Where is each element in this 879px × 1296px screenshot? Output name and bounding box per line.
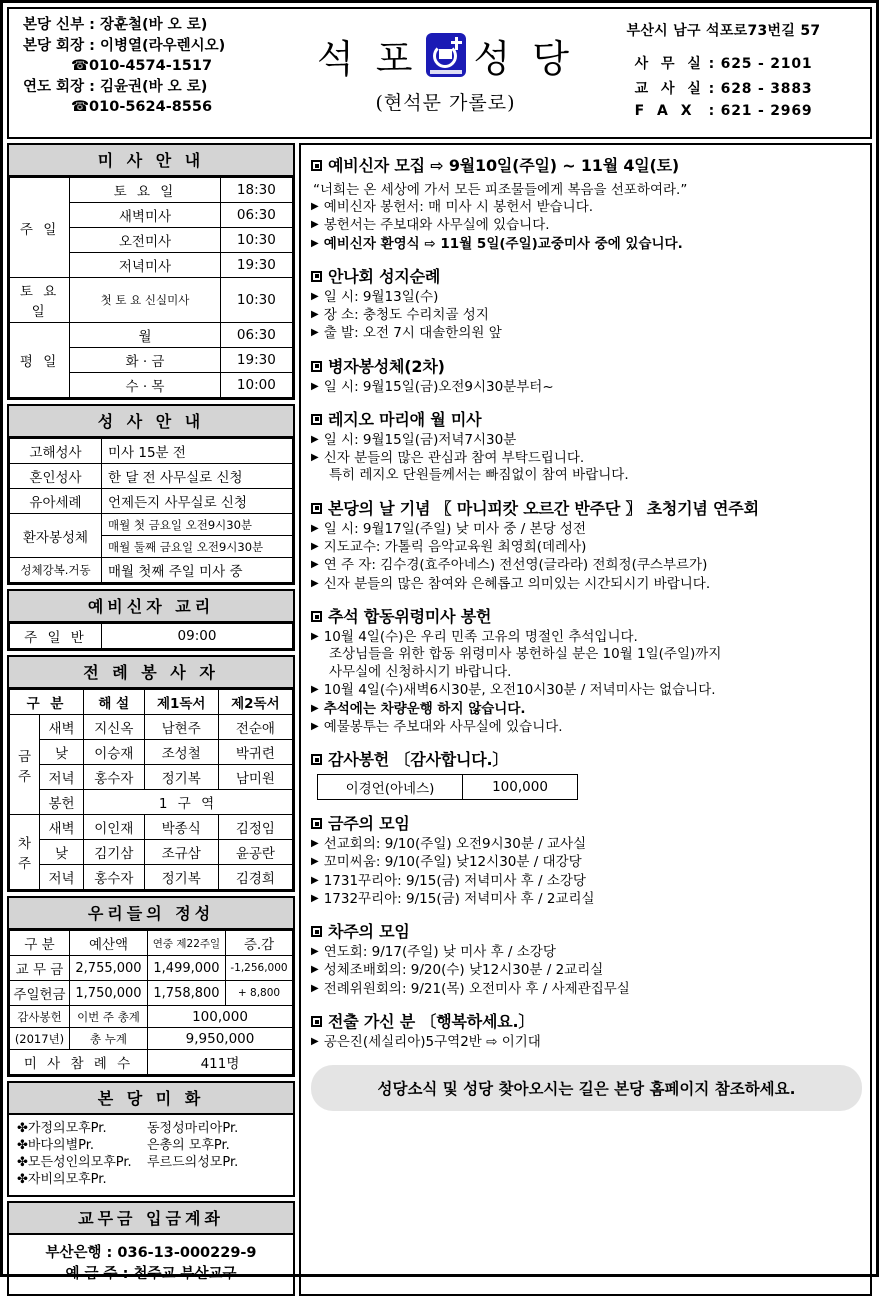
contact-fax: F A X : 621 - 2969 [634, 103, 813, 119]
liturgy-time: 저녁 [40, 865, 84, 890]
notice-heading: 차주의 모임 [311, 919, 862, 942]
list-item: ▶ 연 주 자: 김수경(효주아네스) 전선영(글라라) 전희정(쿠스부르가) [311, 557, 708, 574]
liturgy-time: 낮 [40, 740, 84, 765]
liturgy-time: 새벽 [40, 715, 84, 740]
table-row [10, 514, 293, 536]
table-row [10, 1028, 293, 1050]
table-row [10, 765, 293, 790]
bank-account-details [9, 1235, 293, 1294]
notice-magnificat-concert [311, 496, 862, 593]
table-row [10, 956, 293, 981]
liturgy-person: 홍수자 [84, 765, 145, 790]
mass-guide-title: 미 사 안 내 [9, 145, 293, 177]
liturgy-time: 낮 [40, 840, 84, 865]
list-item: ▶ 10월 4일(수)은 우리 민족 고유의 명절인 추석입니다. [311, 629, 638, 645]
liturgy-person: 홍수자 [84, 865, 145, 890]
table-row [10, 278, 293, 323]
col-header-division: 구 분 [10, 690, 84, 715]
mass-time: 06:30 [220, 323, 292, 348]
sacrament-value: 한 달 전 사무실로 신청 [102, 464, 293, 489]
liturgy-volunteers-table [9, 689, 293, 890]
mass-group-sunday: 주 일 [10, 178, 70, 278]
list-item: ▶ 일 시: 9월15일(금)저녁7시30분 [311, 431, 517, 448]
thanksgiving-offering-table [317, 774, 578, 800]
list-item: ▶ 선교회의: 9/10(주일) 오전9시30분 / 교사실 [311, 836, 587, 853]
liturgy-person: 김경희 [218, 865, 292, 890]
offering-label: 교 무 금 [10, 956, 70, 981]
thanks-total-label: 총 누계 [70, 1028, 148, 1050]
list-item: ▶ 1731꾸리아: 9/15(금) 저녁미사 후 / 소강당 [311, 872, 586, 889]
list-item: ▶ 출 발: 오전 7시 대솔한의원 앞 [311, 325, 502, 342]
triangle-bullet-icon: ▶ [311, 631, 319, 642]
list-item: ▶ 성체조배회의: 9/20(수) 낮12시30분 / 2교리실 [311, 962, 604, 979]
catechumen-table [9, 623, 293, 649]
sacrament-value: 매월 첫 금요일 오전9시30분 [102, 514, 293, 536]
triangle-bullet-icon: ▶ [311, 327, 319, 339]
triangle-bullet-icon: ▶ [311, 874, 319, 886]
offering-diff: + 8,800 [226, 981, 293, 1006]
notice-legio-mariae-mass [311, 407, 862, 485]
mass-time: 19:30 [220, 253, 292, 278]
table-row [10, 815, 293, 840]
offering-actual: 1,758,800 [148, 981, 226, 1006]
table-row [10, 489, 293, 514]
footer-note: 성당소식 및 성당 찾아오시는 길은 본당 홈페이지 참조하세요. [311, 1065, 862, 1111]
liturgy-person: 남현주 [144, 715, 218, 740]
triangle-bullet-icon: ▶ [311, 237, 319, 249]
col-header-diff: 증.감 [226, 931, 293, 956]
col-header-budget: 예산액 [70, 931, 148, 956]
notice-this-week-meetings [311, 811, 862, 908]
liturgy-group-next-week: 차 주 [10, 815, 40, 890]
sacrament-label: 혼인성사 [10, 464, 102, 489]
list-item: ▶ 1732꾸리아: 9/15(금) 저녁미사 후 / 2교리실 [311, 890, 595, 907]
table-row [10, 1006, 293, 1028]
list-item: ✤자비의모후Pr. [17, 1172, 107, 1188]
triangle-bullet-icon: ▶ [311, 964, 319, 976]
liturgy-offering-value: 1 구 역 [84, 790, 293, 815]
table-row [10, 840, 293, 865]
list-item: ▶ 꼬미씨움: 9/10(주일) 낮12시30분 / 대강당 [311, 854, 582, 871]
table-row [10, 464, 293, 489]
attendance-label: 미 사 참 례 수 [10, 1050, 148, 1075]
notice-heading: 금주의 모임 [311, 811, 862, 834]
table-row [10, 790, 293, 815]
list-item-continuation: 사무실에 신청하시기 바랍니다. [329, 663, 512, 680]
notice-chuseok-memorial-mass [311, 604, 862, 736]
triangle-bullet-icon: ▶ [311, 892, 319, 904]
attendance-value: 411명 [148, 1050, 293, 1075]
list-item: ▶ 추석에는 차량운행 하지 않습니다. [311, 700, 526, 717]
catechumen-title: 예비신자 교리 [9, 591, 293, 623]
list-item: ▶ 일 시: 9월15일(금)오전9시30분부터~ [311, 378, 554, 395]
mass-name: 새벽미사 [70, 203, 221, 228]
liturgy-group-this-week: 금 주 [10, 715, 40, 815]
yeondo-president-line: 연도 회장 : 김윤권(바 오 로) [23, 78, 208, 95]
mass-name: 수 · 목 [70, 373, 221, 398]
triangle-bullet-icon: ▶ [311, 577, 319, 589]
liturgy-person: 이인재 [84, 815, 145, 840]
church-sub-name: (현석문 가롤로) [375, 91, 516, 114]
table-row [10, 981, 293, 1006]
sacrament-value: 언제든지 사무실로 신청 [102, 489, 293, 514]
mass-guide-table [9, 177, 293, 398]
notice-anna-pilgrimage [311, 264, 862, 343]
col-header-week: 연중 제22주일 [148, 931, 226, 956]
liturgy-time: 저녁 [40, 765, 84, 790]
thanks-offering-label-2: (2017년) [10, 1028, 70, 1050]
mass-time: 06:30 [220, 203, 292, 228]
list-item: ▶ 예비신자 환영식 ⇨ 11월 5일(주일)교중미사 중에 있습니다. [311, 235, 683, 252]
offering-diff: -1,256,000 [226, 956, 293, 981]
table-row [10, 715, 293, 740]
catechumen-box [7, 589, 295, 651]
notice-heading: 레지오 마리애 월 미사 [311, 407, 862, 430]
bullet-square-icon [311, 414, 322, 425]
donor-name: 이경언(아네스) [318, 775, 463, 800]
list-item: ▶ 신자 분들의 많은 참여와 은혜롭고 의미있는 시간되시기 바랍니다. [311, 575, 711, 592]
offering-label: 주일헌금 [10, 981, 70, 1006]
liturgy-person: 정기복 [144, 865, 218, 890]
triangle-bullet-icon: ▶ [311, 856, 319, 868]
beautify-title: 본 당 미 화 [9, 1083, 293, 1115]
table-row [10, 624, 293, 649]
bullet-square-icon [311, 361, 322, 372]
donor-amount: 100,000 [463, 775, 578, 800]
list-item-continuation: 조상님들을 위한 합동 위령미사 봉헌하실 분은 10월 1일(주일)까지 [329, 646, 722, 663]
notice-thanksgiving-offering [311, 747, 862, 800]
sacrament-label: 성체강복.거동 [10, 558, 102, 583]
notice-heading: 예비신자 모집 ⇨ 9월10일(주일) ~ 11월 4일(토) [311, 153, 862, 176]
table-row [10, 178, 293, 203]
sacrament-guide-table [9, 438, 293, 583]
offering-budget: 2,755,000 [70, 956, 148, 981]
notice-sick-communion [311, 354, 862, 396]
triangle-bullet-icon: ▶ [311, 309, 319, 321]
president-line: 본당 회장 : 이병열(라우렌시오) [23, 37, 226, 54]
beautify-list [9, 1115, 293, 1195]
bank-line: 부산은행 : 036-13-000229-9 [45, 1244, 257, 1261]
sacrament-label: 유아세례 [10, 489, 102, 514]
thanks-week-value: 100,000 [148, 1006, 293, 1028]
sacrament-guide-box [7, 404, 295, 585]
list-item: ✤바다의별Pr. 은총의 모후Pr. [17, 1138, 230, 1154]
notice-next-week-meetings [311, 919, 862, 998]
liturgy-person: 조규삼 [144, 840, 218, 865]
list-item: ▶ 일 시: 9월17일(주일) 낮 미사 중 / 본당 성전 [311, 520, 587, 537]
col-header-reading1: 제1독서 [144, 690, 218, 715]
mass-group-weekday: 평 일 [10, 323, 70, 398]
triangle-bullet-icon: ▶ [311, 201, 319, 212]
col-header-commentary: 해 설 [84, 690, 145, 715]
sacrament-value: 미사 15분 전 [102, 439, 293, 464]
list-item: ▶ 예물봉투는 주보대와 사무실에 있습니다. [311, 718, 563, 735]
liturgy-person: 김기삼 [84, 840, 145, 865]
offering-actual: 1,499,000 [148, 956, 226, 981]
offering-box [7, 896, 295, 1077]
table-row [10, 323, 293, 348]
triangle-bullet-icon: ▶ [311, 702, 319, 714]
table-row [318, 775, 578, 800]
mass-time: 10:30 [220, 278, 292, 323]
notice-heading: 감사봉헌 〔감사합니다.〕 [311, 747, 862, 770]
thanks-week-label: 이번 주 총계 [70, 1006, 148, 1028]
triangle-bullet-icon: ▶ [311, 452, 319, 464]
list-item: ▶ 일 시: 9월13일(수) [311, 288, 439, 305]
church-address: 부산시 남구 석포로73번길 57 [626, 23, 821, 39]
priest-line: 본당 신부 : 장훈철(바 오 로) [23, 17, 208, 33]
liturgy-person: 조성철 [144, 740, 218, 765]
left-column [7, 143, 295, 1296]
church-title-block [304, 9, 587, 137]
list-item-continuation: 특히 레지오 단원들께서는 빠짐없이 참여 바랍니다. [329, 467, 629, 484]
liturgy-person: 남미원 [218, 765, 292, 790]
sacrament-label: 환자봉성체 [10, 514, 102, 558]
notice-heading: 추석 합동위령미사 봉헌 [311, 604, 862, 627]
table-row [10, 865, 293, 890]
col-header-division: 구 분 [10, 931, 70, 956]
notice-heading: 본당의 날 기념 〖 마니피캇 오르간 반주단 〗 초청기념 연주회 [311, 496, 862, 519]
bullet-square-icon [311, 160, 322, 171]
bullet-square-icon [311, 503, 322, 514]
list-item: ▶ 공은진(세실리아)5구역2반 ⇨ 이기대 [311, 1034, 541, 1051]
bullet-square-icon [311, 611, 322, 622]
bullet-square-icon [311, 926, 322, 937]
liturgy-person: 윤공란 [218, 840, 292, 865]
offering-budget: 1,750,000 [70, 981, 148, 1006]
mass-time: 19:30 [220, 348, 292, 373]
mass-name: 토 요 일 [70, 178, 221, 203]
notice-departed-members [311, 1009, 862, 1051]
president-phone: ☎010-4574-1517 [71, 58, 213, 74]
list-item: ▶ 연도회: 9/17(주일) 낮 미사 후 / 소강당 [311, 944, 556, 961]
notice-heading: 안나회 성지순례 [311, 264, 862, 287]
notice-heading: 병자봉성체(2차) [311, 354, 862, 377]
triangle-bullet-icon: ▶ [311, 219, 319, 231]
header-staff-list [9, 9, 304, 137]
church-name-second: 성 당 [473, 36, 574, 81]
church-logo-icon [426, 33, 466, 77]
liturgy-offering-label: 봉헌 [40, 790, 84, 815]
mass-group-saturday: 토 요 일 [10, 278, 70, 323]
contact-office: 사 무 실 : 625 - 2101 [634, 56, 813, 72]
liturgy-person: 정기복 [144, 765, 218, 790]
triangle-bullet-icon: ▶ [311, 433, 319, 445]
triangle-bullet-icon: ▶ [311, 522, 319, 534]
table-row [10, 439, 293, 464]
offering-table [9, 930, 293, 1075]
liturgy-volunteers-box [7, 655, 295, 892]
triangle-bullet-icon: ▶ [311, 982, 319, 994]
church-name-first: 석 포 [317, 36, 418, 81]
triangle-bullet-icon: ▶ [311, 720, 319, 732]
sacrament-value: 매월 첫째 주일 미사 중 [102, 558, 293, 583]
bullet-square-icon [311, 818, 322, 829]
liturgy-person: 박종식 [144, 815, 218, 840]
notices-column [299, 143, 872, 1296]
table-row [10, 740, 293, 765]
mass-time: 10:30 [220, 228, 292, 253]
liturgy-person: 지신옥 [84, 715, 145, 740]
table-header-row [10, 690, 293, 715]
col-header-reading2: 제2독서 [218, 690, 292, 715]
liturgy-person: 전순애 [218, 715, 292, 740]
list-item: ▶ 봉헌서는 주보대와 사무실에 있습니다. [311, 217, 550, 234]
sacrament-label: 고해성사 [10, 439, 102, 464]
sacrament-guide-title: 성 사 안 내 [9, 406, 293, 438]
triangle-bullet-icon: ▶ [311, 838, 319, 850]
sacrament-value-2: 매월 둘째 금요일 오전9시30분 [102, 536, 293, 558]
mass-name: 저녁미사 [70, 253, 221, 278]
header-contact-block [587, 9, 870, 137]
notice-catechumen-recruitment [311, 153, 862, 253]
triangle-bullet-icon: ▶ [311, 1036, 319, 1048]
triangle-bullet-icon: ▶ [311, 559, 319, 571]
yeondo-president-phone: ☎010-5624-8556 [71, 99, 213, 115]
mass-time: 18:30 [220, 178, 292, 203]
triangle-bullet-icon: ▶ [311, 380, 319, 392]
liturgy-person: 박귀련 [218, 740, 292, 765]
bank-holder-line: 예 금 주 : 천주교 부산교구 [65, 1265, 237, 1282]
thanks-total-value: 9,950,000 [148, 1028, 293, 1050]
mass-time: 10:00 [220, 373, 292, 398]
catechumen-time: 09:00 [102, 624, 293, 649]
mass-guide-box [7, 143, 295, 400]
mass-name: 오전미사 [70, 228, 221, 253]
liturgy-time: 새벽 [40, 815, 84, 840]
mass-name: 월 [70, 323, 221, 348]
bank-account-box [7, 1201, 295, 1296]
header [7, 7, 872, 139]
liturgy-person: 이승재 [84, 740, 145, 765]
mass-name: 화 · 금 [70, 348, 221, 373]
list-item: ✤모든성인의모후Pr. 루르드의성모Pr. [17, 1155, 239, 1171]
contact-classroom: 교 사 실 : 628 - 3883 [634, 81, 813, 97]
table-row [10, 1050, 293, 1075]
list-item: ✤가정의모후Pr. 동정성마리아Pr. [17, 1121, 239, 1136]
table-row [10, 558, 293, 583]
table-header-row [10, 931, 293, 956]
triangle-bullet-icon: ▶ [311, 541, 319, 553]
bank-account-title: 교무금 입금계좌 [9, 1203, 293, 1235]
triangle-bullet-icon: ▶ [311, 684, 319, 696]
triangle-bullet-icon: ▶ [311, 290, 319, 302]
bullet-square-icon [311, 1016, 322, 1027]
list-item: ▶ 신자 분들의 많은 관심과 참여 부탁드립니다. [311, 450, 585, 467]
notice-quote: “너희는 온 세상에 가서 모든 피조물들에게 복음을 선포하여라.” [313, 182, 688, 198]
triangle-bullet-icon: ▶ [311, 946, 319, 958]
mass-name: 첫 토 요 신실미사 [70, 278, 221, 323]
list-item: ▶ 10월 4일(수)새벽6시30분, 오전10시30분 / 저녁미사는 없습니다. [311, 682, 716, 699]
offering-title: 우리들의 정성 [9, 898, 293, 930]
list-item: ▶ 전례위원회의: 9/21(목) 오전미사 후 / 사제관집무실 [311, 980, 630, 997]
catechumen-label: 주 일 반 [10, 624, 102, 649]
thanks-offering-label-1: 감사봉헌 [10, 1006, 70, 1028]
bullet-square-icon [311, 271, 322, 282]
list-item: ▶ 예비신자 봉헌서: 매 미사 시 봉헌서 받습니다. [311, 199, 594, 215]
list-item: ▶ 지도교수: 가톨릭 음악교육원 최영희(데레사) [311, 539, 587, 556]
liturgy-person: 김정임 [218, 815, 292, 840]
liturgy-volunteers-title: 전 례 봉 사 자 [9, 657, 293, 689]
list-item: ▶ 장 소: 충청도 수리치골 성지 [311, 307, 489, 324]
beautify-box [7, 1081, 295, 1197]
bullet-square-icon [311, 754, 322, 765]
notice-heading: 전출 가신 분 〔행복하세요.〕 [311, 1009, 862, 1032]
